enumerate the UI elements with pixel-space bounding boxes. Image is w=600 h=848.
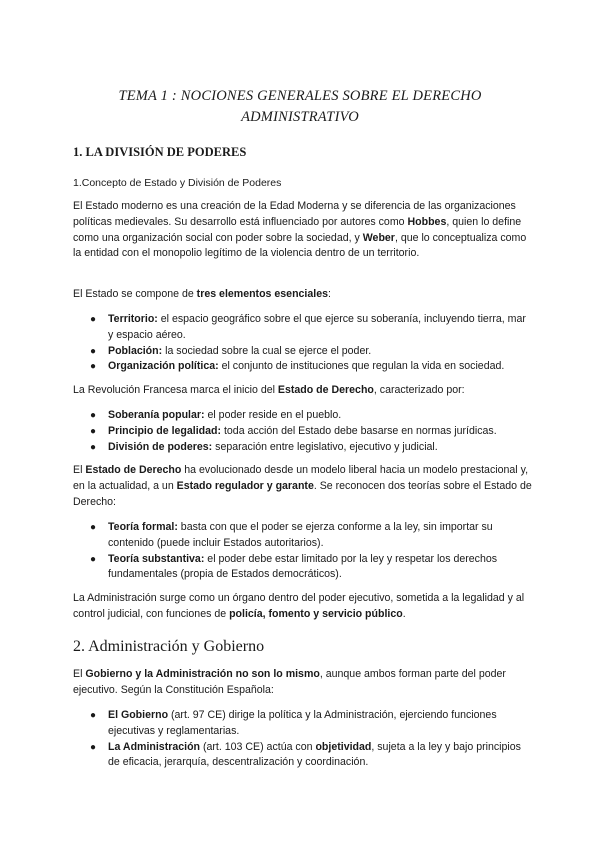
list-item: ● Soberanía popular: el poder reside en el pueblo.	[73, 408, 533, 424]
title-line-1: TEMA 1 : NOCIONES GENERALES SOBRE EL DERECHO	[118, 88, 482, 104]
list-item: ● Organización política: el conjunto de instituciones que regulan la vida en sociedad.	[73, 359, 533, 375]
section-2-heading: 2. Administración y Gobierno	[73, 638, 265, 655]
list-item: ● Teoría substantiva: el poder debe estar limitado por la ley y respetar los derechos fundamentales (propia de Estados democráticos).	[90, 552, 498, 581]
bullet-icon: ●	[90, 410, 97, 421]
term-hobbes: Hobbes	[407, 215, 447, 228]
bullet-icon: ●	[90, 345, 97, 357]
list-item: ● Teoría formal: basta con que el poder se ejerza conforme a la ley, sin importar su contenido (puede incluir Estados autoritarios).	[90, 521, 493, 549]
list-item: ● Población: la sociedad sobre la cual se ejerce el poder.	[73, 344, 533, 360]
list-item: ● La Administración (art. 103 CE) actúa con objetividad, sujeta a la ley y bajo principios de eficacia, jerarquía, descentralización y coordinación.	[90, 740, 521, 769]
bullet-icon: ●	[90, 425, 97, 437]
bullet-icon: ●	[90, 710, 97, 721]
bullet-icon: ●	[90, 441, 97, 453]
section-1-heading: 1. LA DIVISIÓN DE PODERES	[73, 145, 247, 159]
paragraph-revolucion-francesa: La Revolución Francesa marca el inicio del Estado de Derecho, caracterizado por:	[73, 384, 465, 396]
bullet-icon: ●	[90, 741, 97, 753]
bullet-icon: ●	[90, 522, 97, 533]
list-item: ● El Gobierno (art. 97 CE) dirige la política y la Administración, ejerciendo funciones ejecutivas y reglamentarias.	[90, 709, 497, 737]
list-item: ● Territorio: el espacio geográfico sobre el que ejerce su soberanía, incluyendo tierra, mar y espacio aéreo.	[90, 313, 526, 341]
paragraph-elementos: El Estado se compone de tres elementos esenciales:	[73, 288, 331, 300]
paragraph-estado-moderno: El Estado moderno es una creación de la Edad Moderna y se diferencia de las organizaciones políticas medievales. Su desarrollo está influenciado por autores como Hobbes, quien lo define como una organización social con poder sobre la sociedad, y Weber, que lo conceptualiza como la entidad con el monopolio legítimo de la violencia dentro de un territorio.	[73, 200, 527, 260]
features-list	[73, 408, 533, 455]
elements-list	[73, 312, 533, 375]
title-line-2: ADMINISTRATIVO	[241, 109, 359, 125]
document-title	[0, 86, 600, 128]
term-weber: Weber	[362, 231, 395, 244]
list-item: ● División de poderes: separación entre legislativo, ejecutivo y judicial.	[73, 440, 533, 456]
bullet-icon: ●	[90, 361, 97, 373]
paragraph-administracion: La Administración surge como un órgano dentro del poder ejecutivo, sometida a la legalidad y al control judicial, con funciones de policía, fomento y servicio público.	[73, 592, 525, 620]
paragraph-estado-de-derecho: El Estado de Derecho ha evolucionado desde un modelo liberal hacia un modelo prestacional y, en la actualidad, a un Estado regulador y garante. Se reconocen dos teorías sobre el Estado de Derecho:	[73, 464, 532, 508]
bullet-icon: ●	[90, 314, 97, 325]
paragraph-gobierno-administracion: El Gobierno y la Administración no son lo mismo, aunque ambos forman parte del poder ejecutivo. Según la Constitución Española:	[73, 668, 506, 696]
theories-list	[73, 520, 533, 583]
gobierno-list	[73, 708, 533, 771]
list-item: ● Principio de legalidad: toda acción del Estado debe basarse en normas jurídicas.	[73, 424, 533, 440]
section-1-subheading: 1.Concepto de Estado y División de Poderes	[73, 177, 282, 189]
bullet-icon: ●	[90, 553, 97, 565]
